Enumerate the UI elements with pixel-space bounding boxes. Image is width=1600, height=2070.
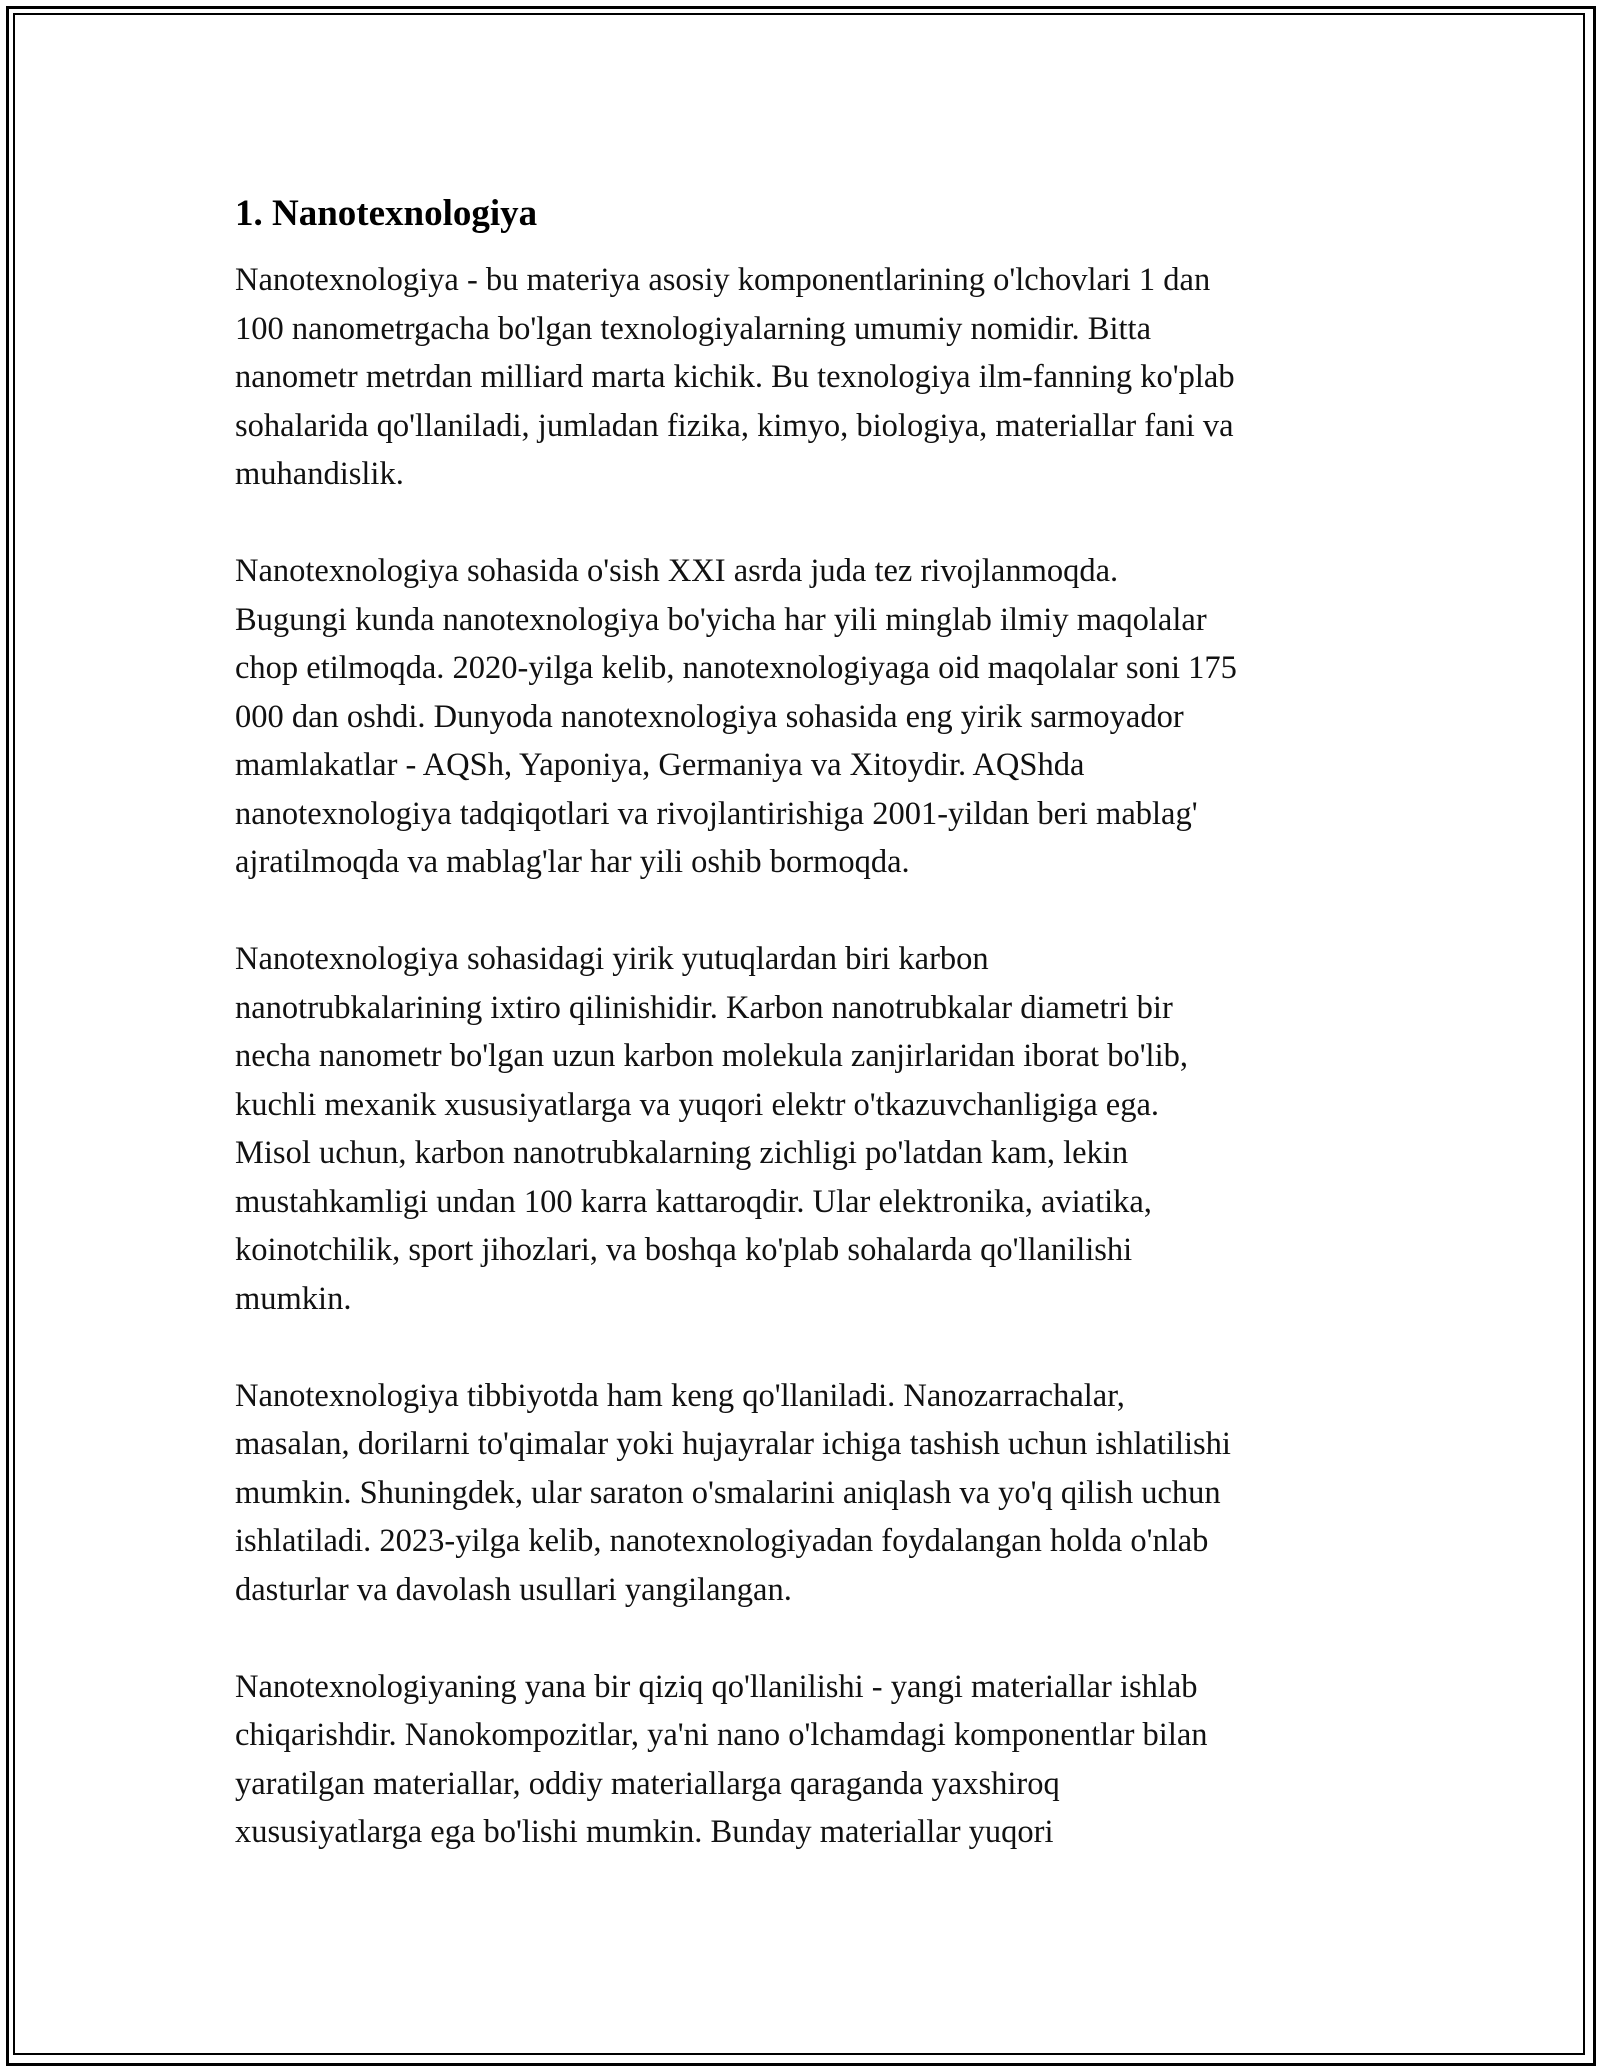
document-body xyxy=(235,186,1375,1905)
text-line: ajratilmoqda va mablag'lar har yili oshib bormoqda. xyxy=(235,844,910,880)
text-line: Misol uchun, karbon nanotrubkalarning zichligi po'latdan kam, lekin xyxy=(235,1135,1129,1171)
text-line: koinotchilik, sport jihozlari, va boshqa ko'plab sohalarda qo'llanilishi xyxy=(235,1232,1133,1268)
text-line: xususiyatlarga ega bo'lishi mumkin. Bunday materiallar yuqori xyxy=(235,1814,1054,1850)
text-line: mamlakatlar - AQSh, Yaponiya, Germaniya va Xitoydir. AQShda xyxy=(235,747,1085,783)
text-line: Nanotexnologiya sohasidagi yirik yutuqlardan biri karbon xyxy=(235,941,989,977)
paragraph-nanotubes xyxy=(235,935,1375,1323)
text-line: muhandislik. xyxy=(235,456,404,492)
section-heading: 1. Nanotexnologiya xyxy=(235,193,538,234)
paragraph-growth xyxy=(235,547,1375,887)
paragraph-materials xyxy=(235,1663,1375,1857)
text-line: Nanotexnologiya sohasida o'sish XXI asrda juda tez rivojlanmoqda. xyxy=(235,553,1119,589)
paragraph-medicine xyxy=(235,1372,1375,1615)
text-line: chop etilmoqda. 2020-yilga kelib, nanotexnologiyaga oid maqolalar soni 175 xyxy=(235,650,1237,686)
text-line: mumkin. xyxy=(235,1280,352,1317)
text-line: chiqarishdir. Nanokompozitlar, ya'ni nano o'lchamdagi komponentlar bilan xyxy=(235,1717,1208,1753)
text-line: kuchli mexanik xususiyatlarga va yuqori elektr o'tkazuvchanligiga ega. xyxy=(235,1086,1159,1123)
text-line: mustahkamligi undan 100 karra kattaroqdir. Ular elektronika, aviatika, xyxy=(235,1183,1152,1220)
text-line: Nanotexnologiya tibbiyotda ham keng qo'llaniladi. Nanozarrachalar, xyxy=(235,1377,1125,1414)
text-line: ishlatiladi. 2023-yilga kelib, nanotexnologiyadan foydalangan holda o'nlab xyxy=(235,1523,1209,1559)
paragraph-definition xyxy=(235,256,1375,499)
text-line: sohalarida qo'llaniladi, jumladan fizika, kimyo, biologiya, materiallar fani va xyxy=(235,407,1234,444)
text-line: necha nanometr bo'lgan uzun karbon molekula zanjirlaridan iborat bo'lib, xyxy=(235,1038,1188,1074)
text-line: mumkin. Shuningdek, ular saraton o'smalarini aniqlash va yo'q qilish uchun xyxy=(235,1474,1221,1511)
text-line: masalan, dorilarni to'qimalar yoki hujayralar ichiga tashish uchun ishlatilishi xyxy=(235,1426,1231,1462)
text-line: nanotexnologiya tadqiqotlari va rivojlantirishiga 2001-yildan beri mablag' xyxy=(235,795,1198,832)
text-line: 000 dan oshdi. Dunyoda nanotexnologiya sohasida eng yirik sarmoyador xyxy=(235,698,1184,735)
text-line: 100 nanometrgacha bo'lgan texnologiyalarning umumiy nomidir. Bitta xyxy=(235,310,1151,347)
text-line: dasturlar va davolash usullari yangilangan. xyxy=(235,1571,792,1608)
text-line: yaratilgan materiallar, oddiy materiallarga qaraganda yaxshiroq xyxy=(235,1765,1060,1802)
text-line: Nanotexnologiya - bu materiya asosiy komponentlarining o'lchovlari 1 dan xyxy=(235,262,1211,298)
text-line: Nanotexnologiyaning yana bir qiziq qo'llanilishi - yangi materiallar ishlab xyxy=(235,1668,1198,1705)
text-line: Bugungi kunda nanotexnologiya bo'yicha har yili minglab ilmiy maqolalar xyxy=(235,601,1207,638)
text-line: nanometr metrdan milliard marta kichik. Bu texnologiya ilm-fanning ko'plab xyxy=(235,359,1235,395)
text-line: nanotrubkalarining ixtiro qilinishidir. Karbon nanotrubkalar diametri bir xyxy=(235,989,1173,1026)
